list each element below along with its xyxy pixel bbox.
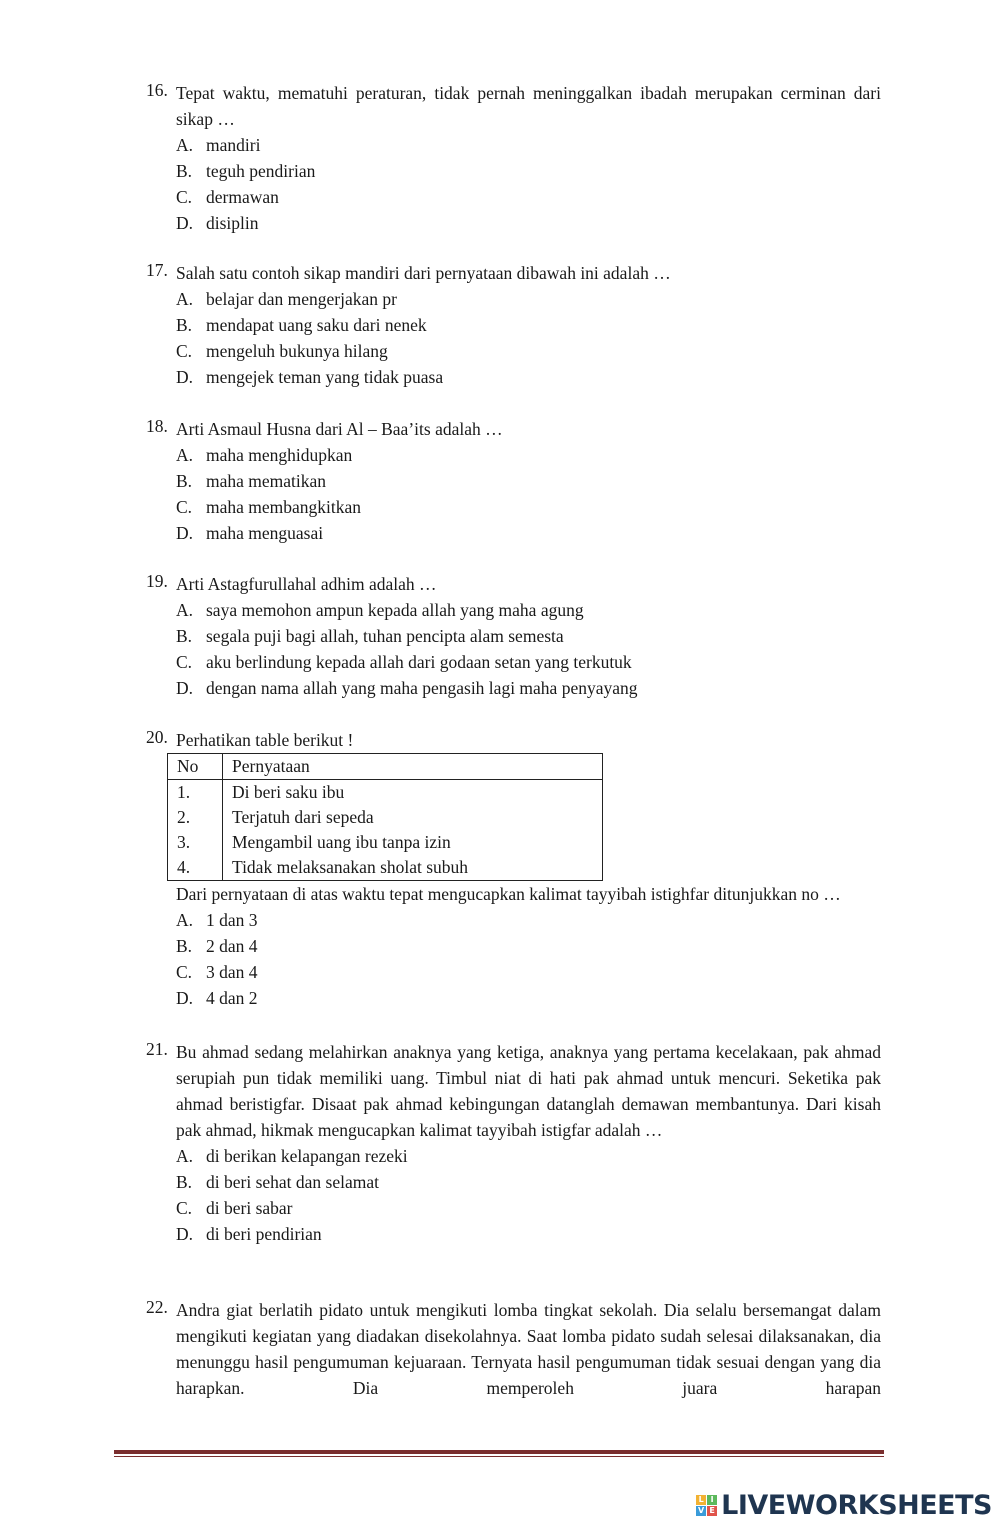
option-text: disiplin [206, 213, 259, 233]
liveworksheets-brand[interactable] [696, 1488, 992, 1522]
question-stem: Salah satu contoh sikap mandiri dari pernyataan dibawah ini adalah … [176, 263, 671, 283]
table-row [168, 830, 603, 855]
option-letter: B. [176, 626, 193, 646]
option-c[interactable] [176, 959, 881, 985]
question-followup: Dari pernyataan di atas waktu tepat mengucapkan kalimat tayyibah istighfar ditunjukkan no … [176, 884, 841, 904]
option-d[interactable] [176, 520, 881, 546]
option-text: maha menghidupkan [206, 445, 353, 465]
row-statement: Terjatuh dari sepeda [232, 807, 374, 827]
option-text: 1 dan 3 [206, 910, 258, 930]
statement-table [167, 753, 603, 881]
option-b[interactable] [176, 158, 881, 184]
option-text: teguh pendirian [206, 161, 316, 181]
option-letter: C. [176, 497, 193, 517]
option-letter: B. [176, 161, 193, 181]
question-number: 22. [146, 1297, 168, 1317]
question-21 [146, 1039, 881, 1247]
liveworksheets-logo-icon [696, 1495, 717, 1516]
option-d[interactable] [176, 675, 881, 701]
table-header-row [168, 754, 603, 780]
option-text: di beri sabar [206, 1198, 293, 1218]
question-19 [146, 571, 881, 701]
brand-name: LIVEWORKSHEETS [721, 1489, 992, 1521]
option-a[interactable] [176, 442, 881, 468]
option-letter: B. [176, 471, 193, 491]
option-c[interactable] [176, 649, 881, 675]
option-d[interactable] [176, 210, 881, 236]
question-stem: Perhatikan table berikut ! [176, 730, 354, 750]
option-letter: B. [176, 936, 193, 956]
option-letter: B. [176, 315, 193, 335]
column-header-no: No [168, 754, 223, 780]
option-text: 3 dan 4 [206, 962, 258, 982]
column-header-statement: Pernyataan [223, 754, 603, 780]
logo-cell: V [698, 1505, 705, 1515]
option-letter: C. [176, 652, 193, 672]
question-stem: Andra giat berlatih pidato untuk mengikuti lomba tingkat sekolah. Dia selalu bersemangat dalam mengikuti kegiatan yang diadakan disekolahnya. Saat lomba pidato sudah selesai dilaksanakan, dia menunggu hasil pengumuman kejuaraan. Ternyata hasil pengumuman tidak sesuai dengan yang dia harapkan. Dia memperoleh juara harapan [176, 1300, 881, 1398]
option-a[interactable] [176, 1143, 881, 1169]
option-c[interactable] [176, 494, 881, 520]
option-d[interactable] [176, 364, 881, 390]
option-b[interactable] [176, 468, 881, 494]
question-stem: Arti Asmaul Husna dari Al – Baa’its adalah … [176, 419, 503, 439]
question-17 [146, 260, 881, 390]
option-letter: A. [176, 1146, 194, 1166]
option-c[interactable] [176, 338, 881, 364]
row-number: 1. [168, 780, 223, 806]
option-text: dermawan [206, 187, 279, 207]
option-letter: D. [176, 678, 194, 698]
option-d[interactable] [176, 985, 881, 1011]
question-16 [146, 80, 881, 236]
option-text: belajar dan mengerjakan pr [206, 289, 397, 309]
question-number: 21. [146, 1039, 168, 1059]
option-letter: A. [176, 910, 194, 930]
table-row [168, 805, 603, 830]
question-number: 19. [146, 571, 168, 591]
option-letter: A. [176, 445, 194, 465]
option-text: mengeluh bukunya hilang [206, 341, 388, 361]
option-text: maha mematikan [206, 471, 327, 491]
option-text: saya memohon ampun kepada allah yang maha agung [206, 600, 584, 620]
table-row [168, 780, 603, 806]
row-statement: Di beri saku ibu [232, 782, 345, 802]
question-stem: Bu ahmad sedang melahirkan anaknya yang ketiga, anaknya yang pertama kecelakaan, pak ahmad serupiah pun tidak memiliki uang. Timbul niat di hati pak ahmad untuk mencuri. Seketika pak ahmad beristigfar. Disaat pak ahmad kebingungan datanglah demawan membantunya. Dari kisah pak ahmad, hikmak mengucapkan kalimat tayyibah istigfar adalah … [176, 1042, 881, 1140]
option-letter: D. [176, 1224, 194, 1244]
option-text: dengan nama allah yang maha pengasih lagi maha penyayang [206, 678, 638, 698]
option-b[interactable] [176, 1169, 881, 1195]
option-a[interactable] [176, 286, 881, 312]
logo-cell: E [707, 1506, 717, 1516]
option-text: aku berlindung kepada allah dari godaan setan yang terkutuk [206, 652, 632, 672]
option-a[interactable] [176, 597, 881, 623]
option-text: 2 dan 4 [206, 936, 258, 956]
option-text: di beri sehat dan selamat [206, 1172, 379, 1192]
row-number: 2. [168, 805, 223, 830]
option-text: mendapat uang saku dari nenek [206, 315, 427, 335]
option-text: maha membangkitkan [206, 497, 362, 517]
row-statement: Tidak melaksanakan sholat subuh [232, 857, 469, 877]
question-18 [146, 416, 881, 546]
option-a[interactable] [176, 907, 881, 933]
option-letter: D. [176, 367, 194, 387]
option-letter: A. [176, 289, 194, 309]
option-text: mandiri [206, 135, 261, 155]
footer-divider [114, 1450, 884, 1454]
footer-divider-thin [114, 1456, 884, 1457]
option-letter: D. [176, 988, 194, 1008]
option-c[interactable] [176, 184, 881, 210]
option-a[interactable] [176, 132, 881, 158]
row-number: 4. [168, 855, 223, 881]
question-number: 17. [146, 260, 168, 280]
option-b[interactable] [176, 933, 881, 959]
table-row [168, 855, 603, 881]
question-20 [146, 727, 881, 1011]
question-number: 16. [146, 80, 168, 100]
option-letter: B. [176, 1172, 193, 1192]
option-letter: C. [176, 1198, 193, 1218]
option-letter: D. [176, 523, 194, 543]
option-c[interactable] [176, 1195, 881, 1221]
question-22 [146, 1297, 881, 1401]
option-letter: C. [176, 187, 193, 207]
option-text: di berikan kelapangan rezeki [206, 1146, 408, 1166]
question-number: 20. [146, 727, 168, 747]
logo-cell: L [696, 1495, 706, 1505]
question-number: 18. [146, 416, 168, 436]
row-number: 3. [168, 830, 223, 855]
logo-cell: I [707, 1495, 717, 1505]
option-letter: C. [176, 341, 193, 361]
option-b[interactable] [176, 312, 881, 338]
question-stem: Arti Astagfurullahal adhim adalah … [176, 574, 437, 594]
option-text: mengejek teman yang tidak puasa [206, 367, 444, 387]
option-letter: C. [176, 962, 193, 982]
option-d[interactable] [176, 1221, 881, 1247]
option-text: 4 dan 2 [206, 988, 258, 1008]
option-text: maha menguasai [206, 523, 324, 543]
option-letter: A. [176, 600, 194, 620]
option-b[interactable] [176, 623, 881, 649]
option-letter: D. [176, 213, 194, 233]
question-stem: Tepat waktu, mematuhi peraturan, tidak pernah meninggalkan ibadah merupakan cerminan dari sikap … [176, 83, 881, 129]
option-text: segala puji bagi allah, tuhan pencipta alam semesta [206, 626, 564, 646]
row-statement: Mengambil uang ibu tanpa izin [232, 832, 451, 852]
option-letter: A. [176, 135, 194, 155]
option-text: di beri pendirian [206, 1224, 322, 1244]
